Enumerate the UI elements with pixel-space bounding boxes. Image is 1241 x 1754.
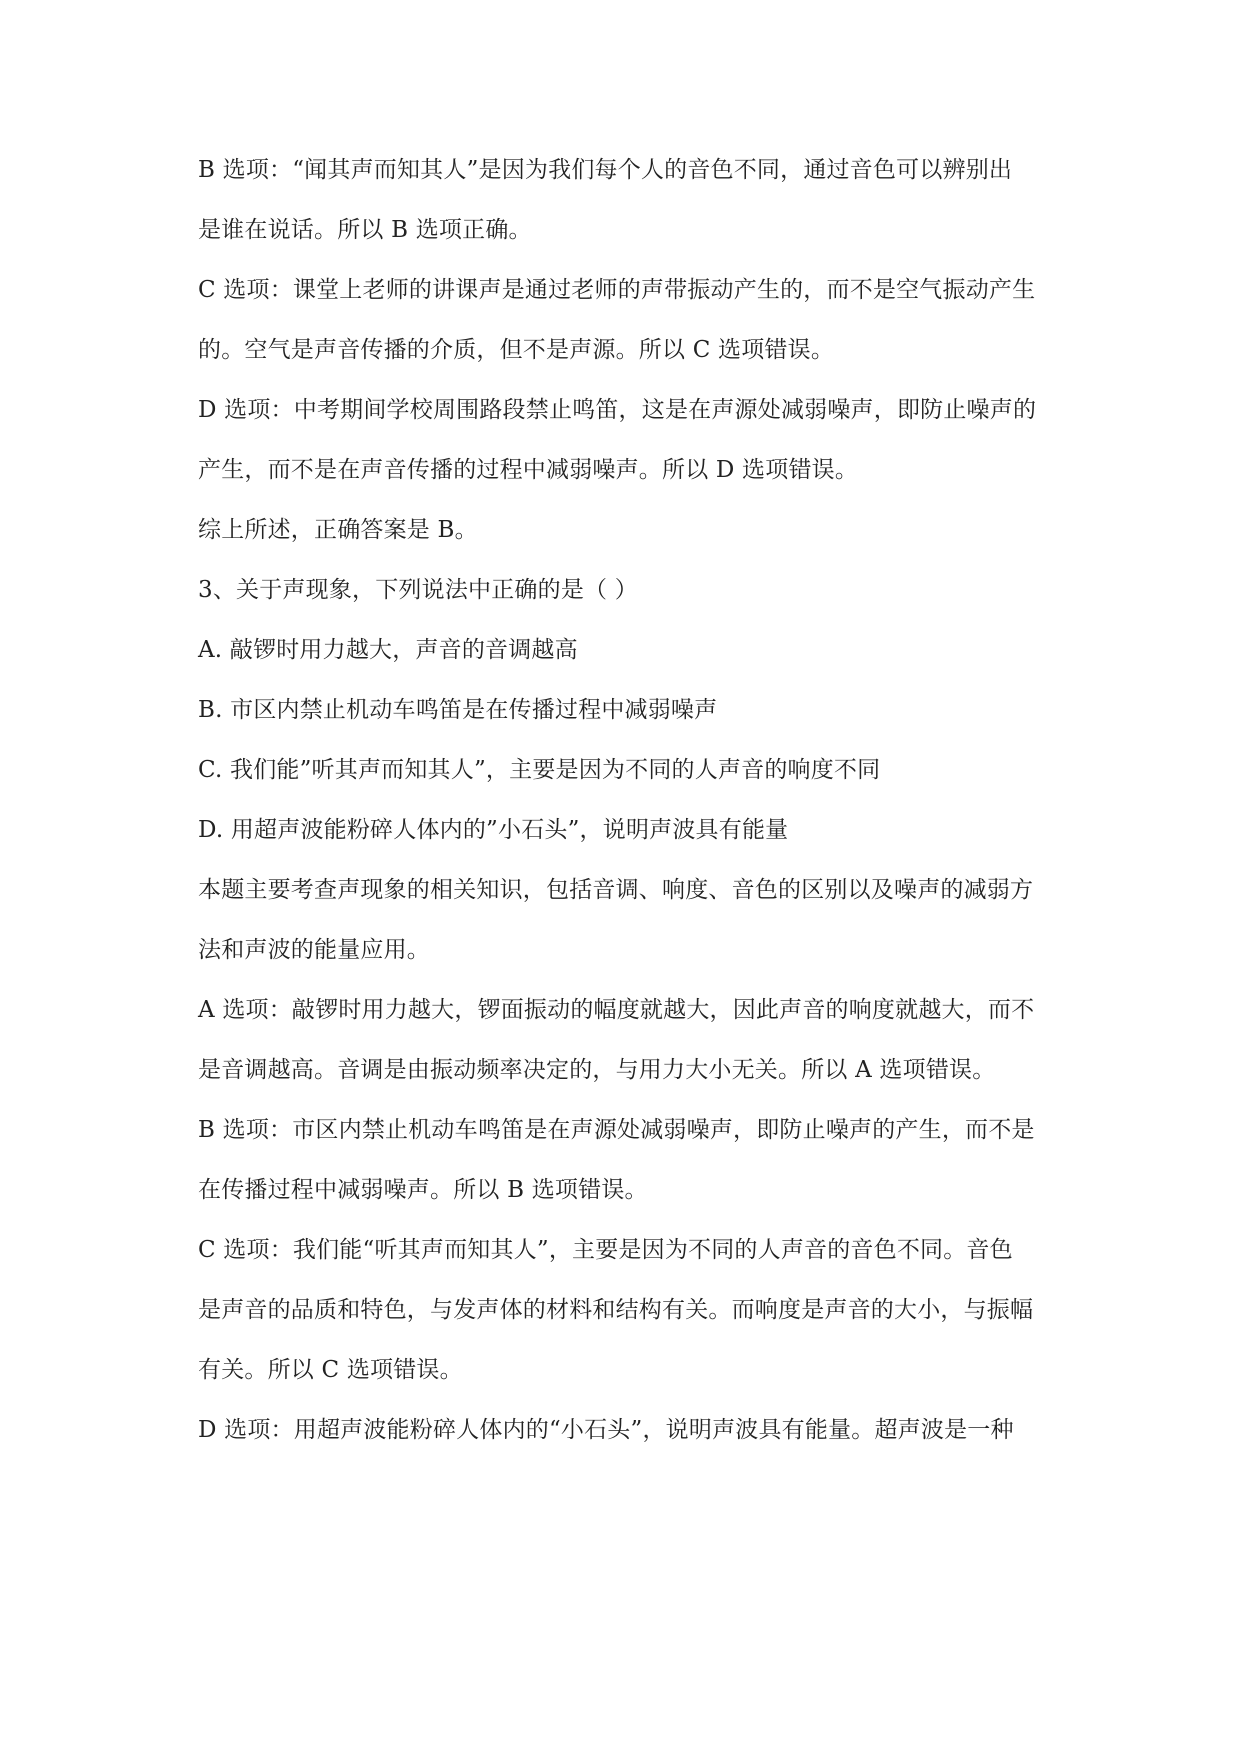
text-line: B 选项：“闻其声而知其人”是因为我们每个人的音色不同，通过音色可以辨别出 <box>198 157 1013 183</box>
option-d: D. 用超声波能粉碎人体内的”小石头”，说明声波具有能量 <box>198 817 789 843</box>
text-line: 在传播过程中减弱噪声。所以 B 选项错误。 <box>198 1177 648 1203</box>
text-line: 是声音的品质和特色，与发声体的材料和结构有关。而响度是声音的大小，与振幅 <box>198 1297 1034 1323</box>
text-line: 法和声波的能量应用。 <box>198 937 430 963</box>
text-line: A 选项：敲锣时用力越大，锣面振动的幅度就越大，因此声音的响度就越大，而不 <box>198 997 1035 1023</box>
text-line: C 选项：我们能“听其声而知其人”，主要是因为不同的人声音的音色不同。音色 <box>198 1237 1013 1263</box>
conclusion-line: 综上所述，正确答案是 B。 <box>198 517 478 543</box>
text-line: 有关。所以 C 选项错误。 <box>198 1357 463 1383</box>
text-line: D 选项：用超声波能粉碎人体内的“小石头”，说明声波具有能量。超声波是一种 <box>198 1417 1014 1443</box>
option-a: A. 敲锣时用力越大，声音的音调越高 <box>198 637 578 663</box>
text-line: 是谁在说话。所以 B 选项正确。 <box>198 217 532 243</box>
text-line: B 选项：市区内禁止机动车鸣笛是在声源处减弱噪声，即防止噪声的产生，而不是 <box>198 1117 1035 1143</box>
text-line: C 选项：课堂上老师的讲课声是通过老师的声带振动产生的，而不是空气振动产生 <box>198 277 1036 303</box>
text-line: 是音调越高。音调是由振动频率决定的，与用力大小无关。所以 A 选项错误。 <box>198 1057 996 1083</box>
option-c: C. 我们能”听其声而知其人”，主要是因为不同的人声音的响度不同 <box>198 757 881 783</box>
text-line: D 选项：中考期间学校周围路段禁止鸣笛，这是在声源处减弱噪声，即防止噪声的 <box>198 397 1037 423</box>
option-b: B. 市区内禁止机动车鸣笛是在传播过程中减弱噪声 <box>198 697 718 723</box>
text-line: 本题主要考查声现象的相关知识，包括音调、响度、音色的区别以及噪声的减弱方 <box>198 877 1034 903</box>
text-line: 的。空气是声音传播的介质，但不是声源。所以 C 选项错误。 <box>198 337 835 363</box>
document-body <box>198 140 1098 1460</box>
text-line: 产生，而不是在声音传播的过程中减弱噪声。所以 D 选项错误。 <box>198 457 859 483</box>
question-title: 3、关于声现象，下列说法中正确的是（ ） <box>198 577 638 603</box>
